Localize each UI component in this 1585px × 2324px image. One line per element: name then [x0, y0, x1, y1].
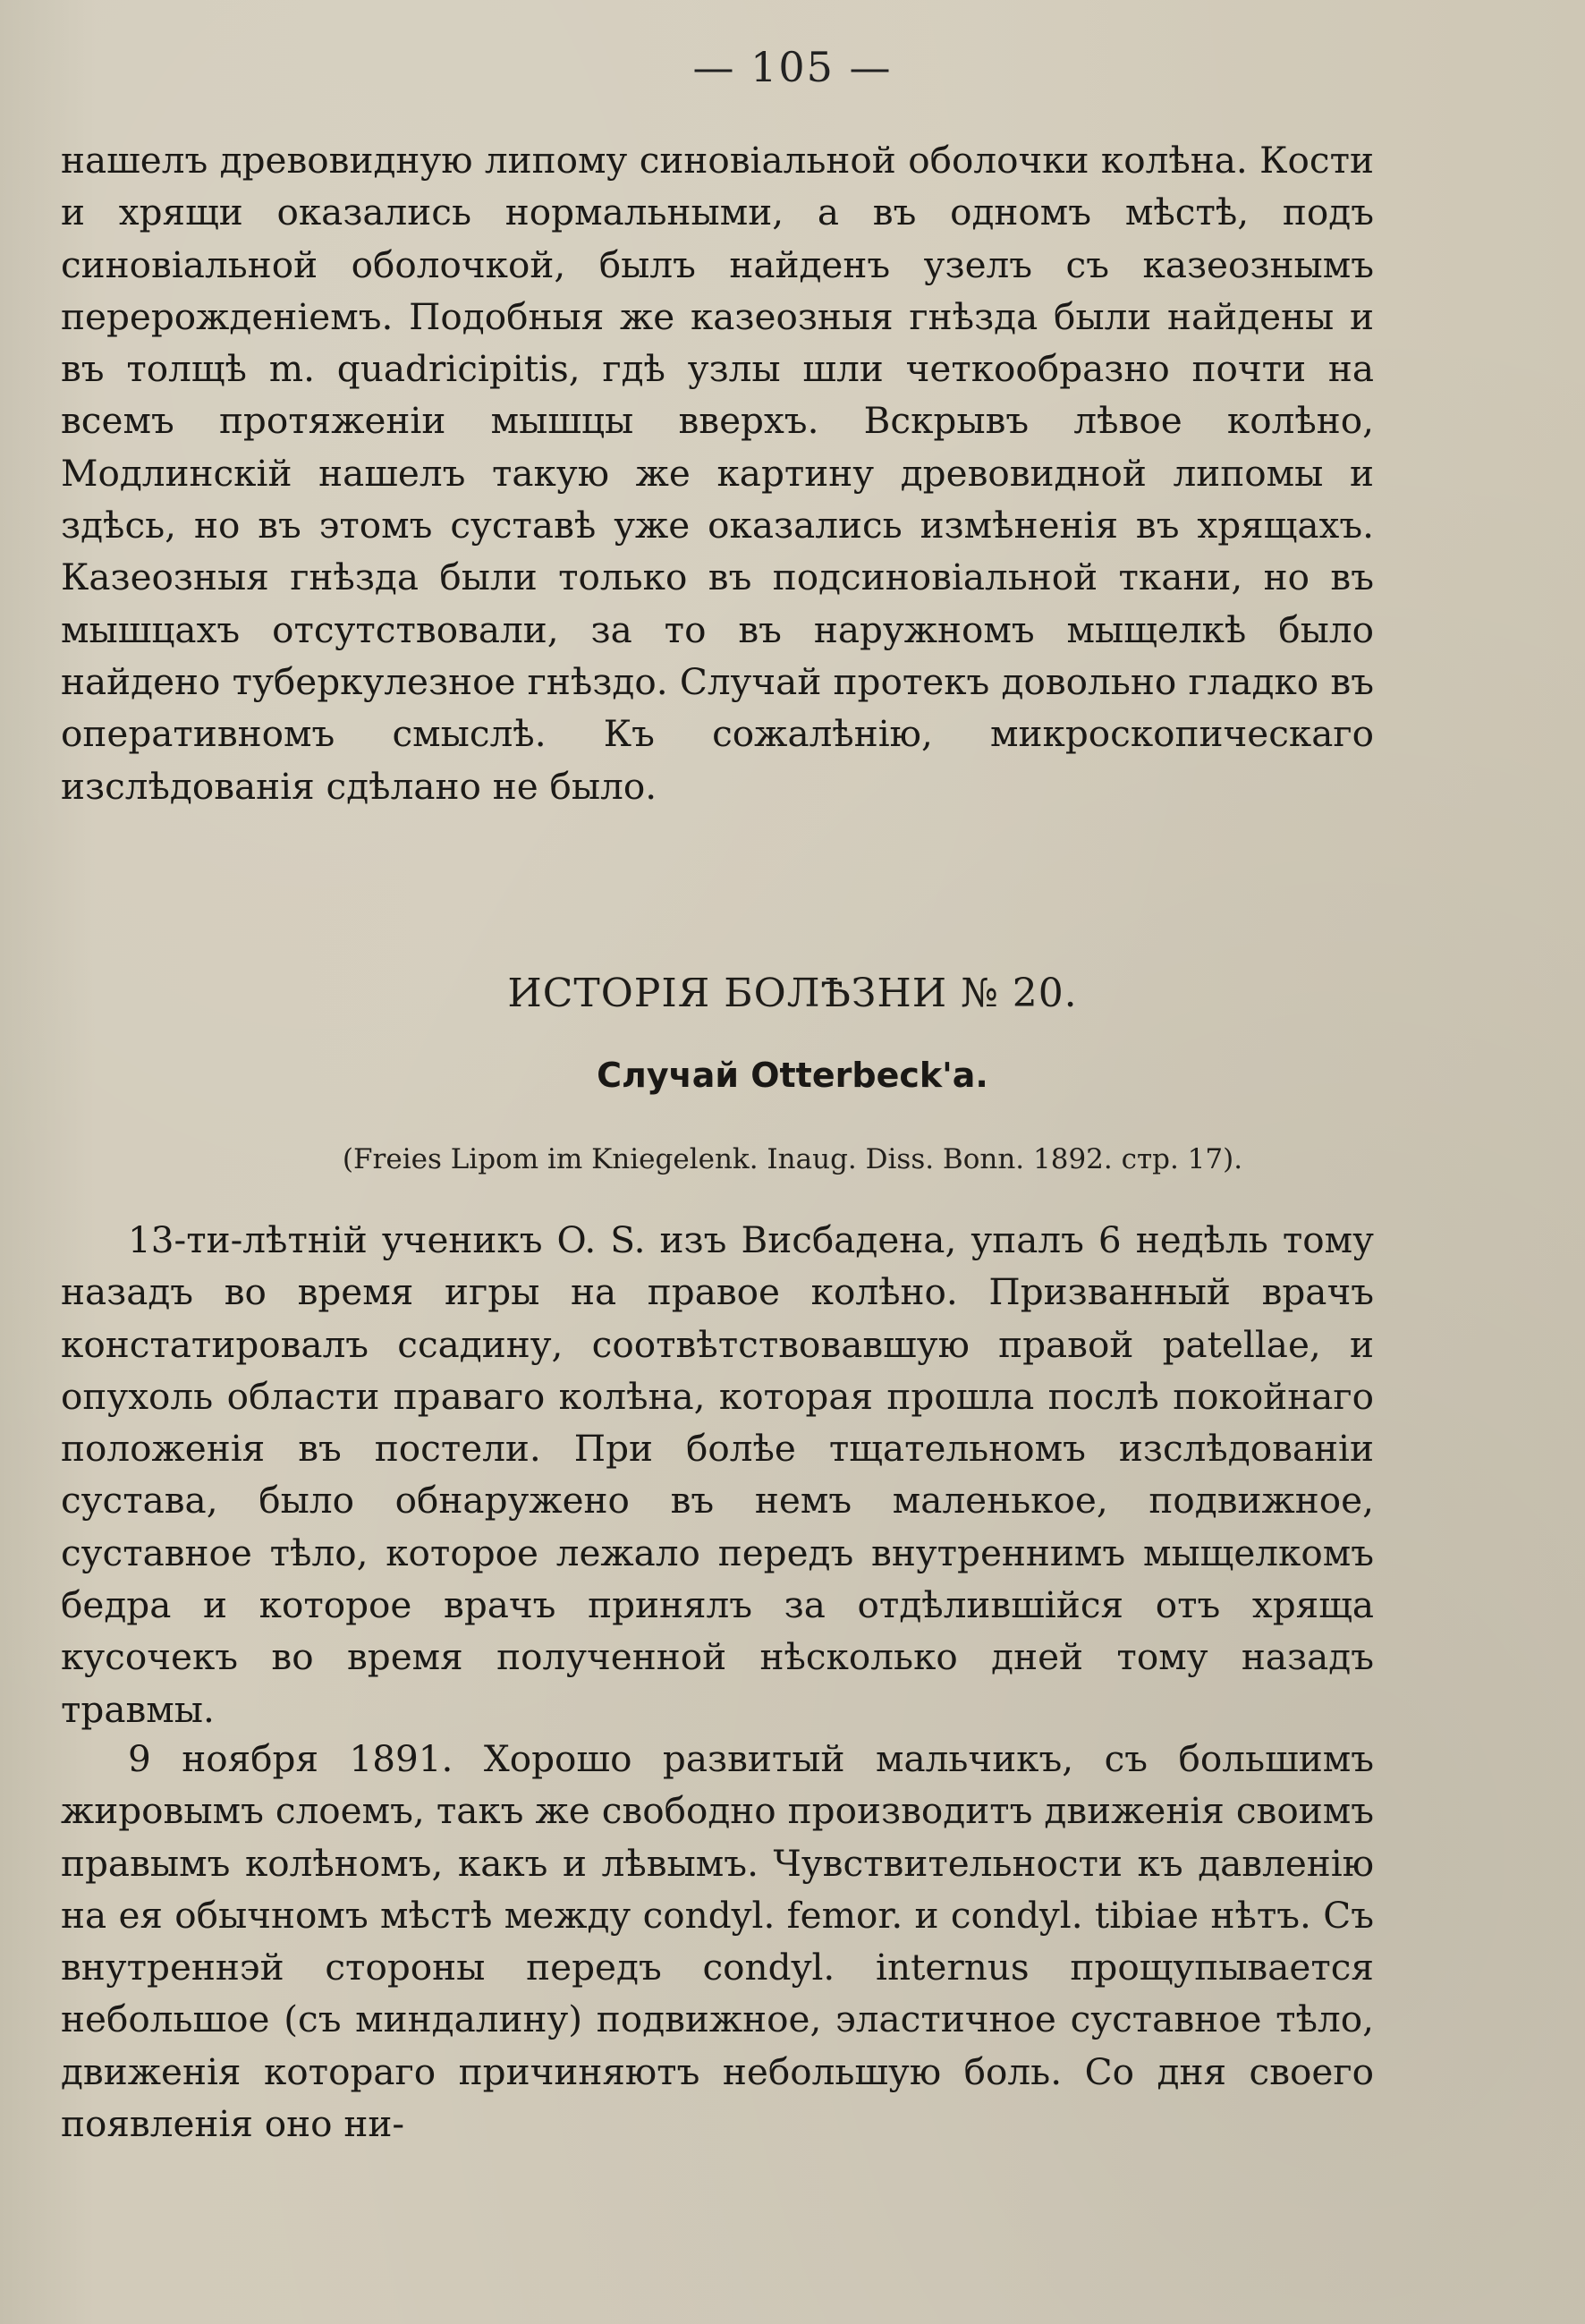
case-paragraph-1: 13-ти-лѣтнiй ученикъ O. S. изъ Висбадена, упалъ 6 недѣль тому назадъ во время игры на правое колѣно. Призванный врачъ констатировалъ ссадину, соотвѣтствовавшую правой patellae, и опухоль области праваго колѣна, которая прошла послѣ покойнаго положенiя въ постели. При болѣе тщательномъ изслѣдованiи сустава, было обнаружено въ немъ маленькое, подвижное, суставное тѣло, которое лежало передъ внутреннимъ мыщелкомъ бедра и которое врачъ принялъ за отдѣлившiйся отъ хряща кусочекъ во время полученной нѣсколько дней тому назадъ травмы.	[61, 1218, 1374, 1731]
source-reference: (Freies Lipom im Kniegelenk. Inaug. Diss. Bonn. 1892. стр. 17).	[342, 1143, 1243, 1175]
case-body-2	[61, 1733, 1374, 2150]
page-number: — 105 —	[692, 43, 893, 91]
section-heading: ИСТОРIЯ БОЛѢЗНИ № 20.	[507, 971, 1078, 1016]
case-title: Случай Otterbeck'а.	[597, 1056, 988, 1095]
case-body-1	[61, 1214, 1374, 1735]
continuation-block	[61, 134, 1374, 812]
case-paragraph-2: 9 ноября 1891. Хорошо развитый мальчикъ, съ большимъ жировымъ слоемъ, такъ же свободно производитъ движенiя своимъ правымъ колѣномъ, какъ и лѣвымъ. Чувствительности къ давленiю на ея обычномъ мѣстѣ между condyl. femor. и condyl. tibiae нѣтъ. Съ внутреннэй стороны передъ condyl. internus прощупывается небольшое (съ миндалину) подвижное, эластичное суставное тѣло, движенiя котораго причиняютъ небольшую боль. Со дня своего появленiя оно ни-	[61, 1737, 1374, 2146]
continuation-paragraph: нашелъ древовидную липому синовiальной оболочки колѣна. Кости и хрящи оказались нормальными, а въ одномъ мѣстѣ, подъ синовiальной оболочкой, былъ найденъ узелъ съ казеознымъ перерожденiемъ. Подобныя же казеозныя гнѣзда были найдены и въ толщѣ m. quadricipitis, гдѣ узлы шли четкообразно почти на всемъ протяженiи мышцы вверхъ. Вскрывъ лѣвое колѣно, Модлинскiй нашелъ такую же картину древовидной липомы и здѣсь, но въ этомъ суставѣ уже оказались измѣненiя въ хрящахъ. Казеозныя гнѣзда были только въ подсиновiальной ткани, но въ мышцахъ отсутствовали, за то въ наружномъ мыщелкѣ было найдено туберкулезное гнѣздо. Случай протекъ довольно гладко въ оперативномъ смыслѣ. Къ сожалѣнiю, микроскопическаго изслѣдованiя сдѣлано не было.	[61, 139, 1374, 808]
